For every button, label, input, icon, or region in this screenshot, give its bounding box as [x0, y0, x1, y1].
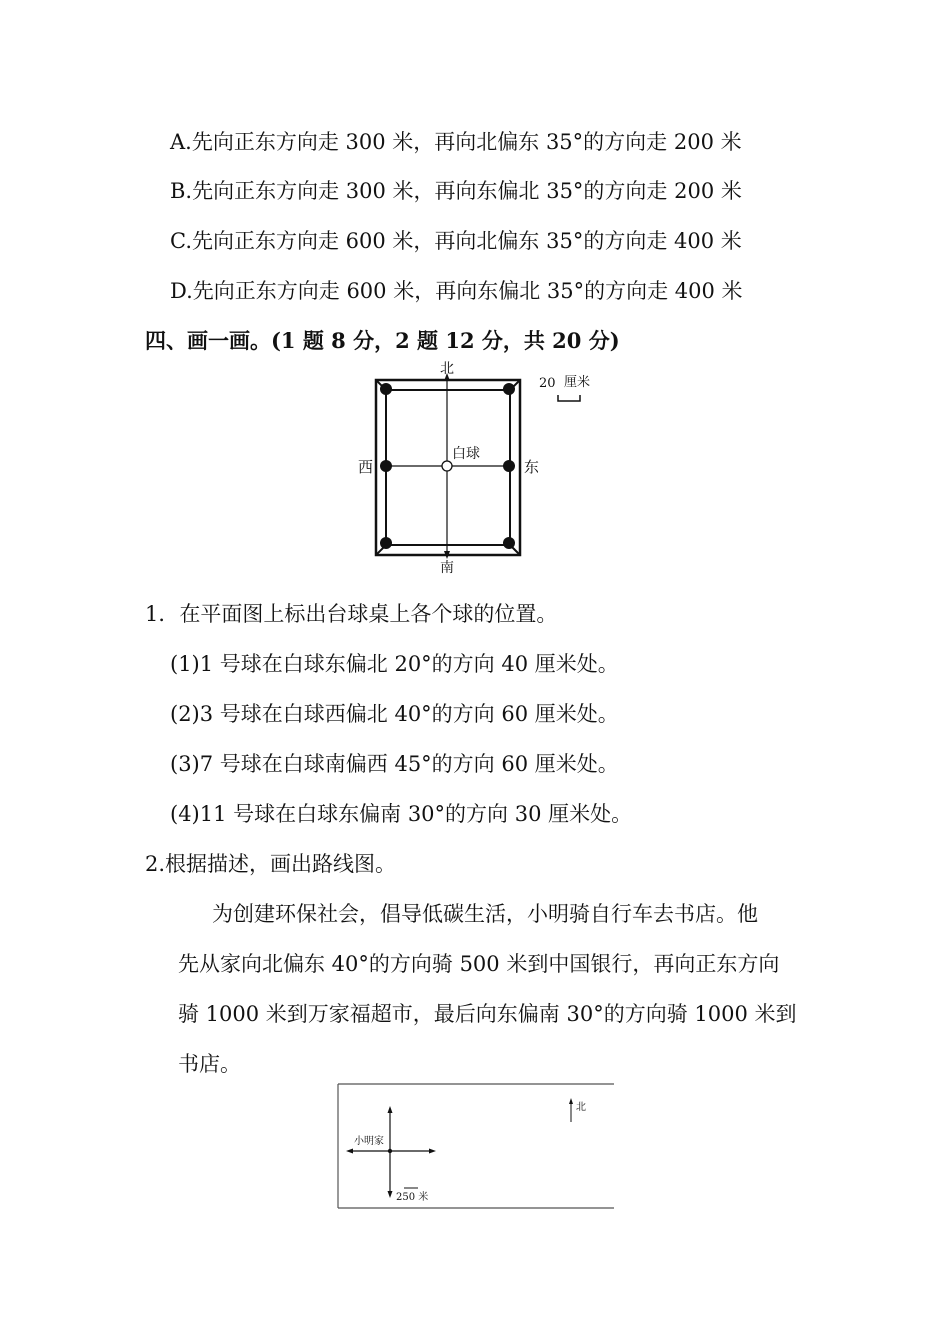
- pocket-mid-left: [380, 460, 392, 472]
- scale-value: 20: [539, 376, 556, 391]
- question2-paragraph-line-4: 书店。: [178, 1052, 241, 1076]
- route-scale-label: 250 米: [396, 1192, 429, 1203]
- pocket-mid-right: [503, 460, 515, 472]
- scale-bar: [558, 395, 580, 401]
- scale-unit: 厘米: [564, 375, 591, 390]
- south-label: 南: [440, 560, 454, 576]
- route-left-arrow-icon: [346, 1149, 353, 1154]
- question1-item-1: (1)1 号球在白球东偏北 20°的方向 40 厘米处。: [170, 652, 619, 676]
- north-indicator-arrow-icon: [569, 1098, 573, 1104]
- home-label: 小明家: [354, 1136, 384, 1147]
- cue-ball: [442, 461, 452, 471]
- route-right-arrow-icon: [429, 1149, 436, 1154]
- route-up-arrow-icon: [388, 1106, 393, 1113]
- question1-item-2: (2)3 号球在白球西偏北 40°的方向 60 厘米处。: [170, 702, 619, 726]
- cue-ball-label: 白球: [452, 446, 480, 462]
- option-c: C.先向正东方向走 600 米，再向北偏东 35°的方向走 400 米: [170, 229, 742, 253]
- home-point: [388, 1149, 392, 1153]
- question2-paragraph-line-2: 先从家向北偏东 40°的方向骑 500 米到中国银行，再向正东方向: [178, 952, 780, 976]
- option-d: D.先向正东方向走 600 米，再向东偏北 35°的方向走 400 米: [170, 279, 743, 303]
- section-title: 四、画一画。(1 题 8 分，2 题 12 分，共 20 分): [145, 328, 620, 353]
- pocket-bottom-right: [503, 537, 515, 549]
- route-down-arrow-icon: [388, 1191, 393, 1198]
- west-label: 西: [358, 458, 374, 476]
- question1-title: 1．在平面图上标出台球桌上各个球的位置。: [145, 602, 558, 626]
- option-a: A.先向正东方向走 300 米，再向北偏东 35°的方向走 200 米: [170, 130, 742, 154]
- east-label: 东: [524, 458, 540, 476]
- north-label: 北: [440, 361, 454, 377]
- north-indicator-label: 北: [576, 1102, 586, 1113]
- pocket-top-right: [503, 383, 515, 395]
- question2-paragraph-line-3: 骑 1000 米到万家福超市，最后向东偏南 30°的方向骑 1000 米到: [178, 1002, 797, 1026]
- option-b: B.先向正东方向走 300 米，再向东偏北 35°的方向走 200 米: [170, 179, 742, 203]
- question1-item-4: (4)11 号球在白球东偏南 30°的方向 30 厘米处。: [170, 802, 633, 826]
- route-map-figure: [336, 1082, 616, 1214]
- billiard-table-figure: [340, 355, 620, 580]
- pocket-bottom-left: [380, 537, 392, 549]
- question2-paragraph-line-1: 为创建环保社会，倡导低碳生活，小明骑自行车去书店。他: [212, 902, 758, 926]
- pocket-top-left: [380, 383, 392, 395]
- question2-title: 2.根据描述，画出路线图。: [145, 852, 397, 876]
- question1-item-3: (3)7 号球在白球南偏西 45°的方向 60 厘米处。: [170, 752, 619, 776]
